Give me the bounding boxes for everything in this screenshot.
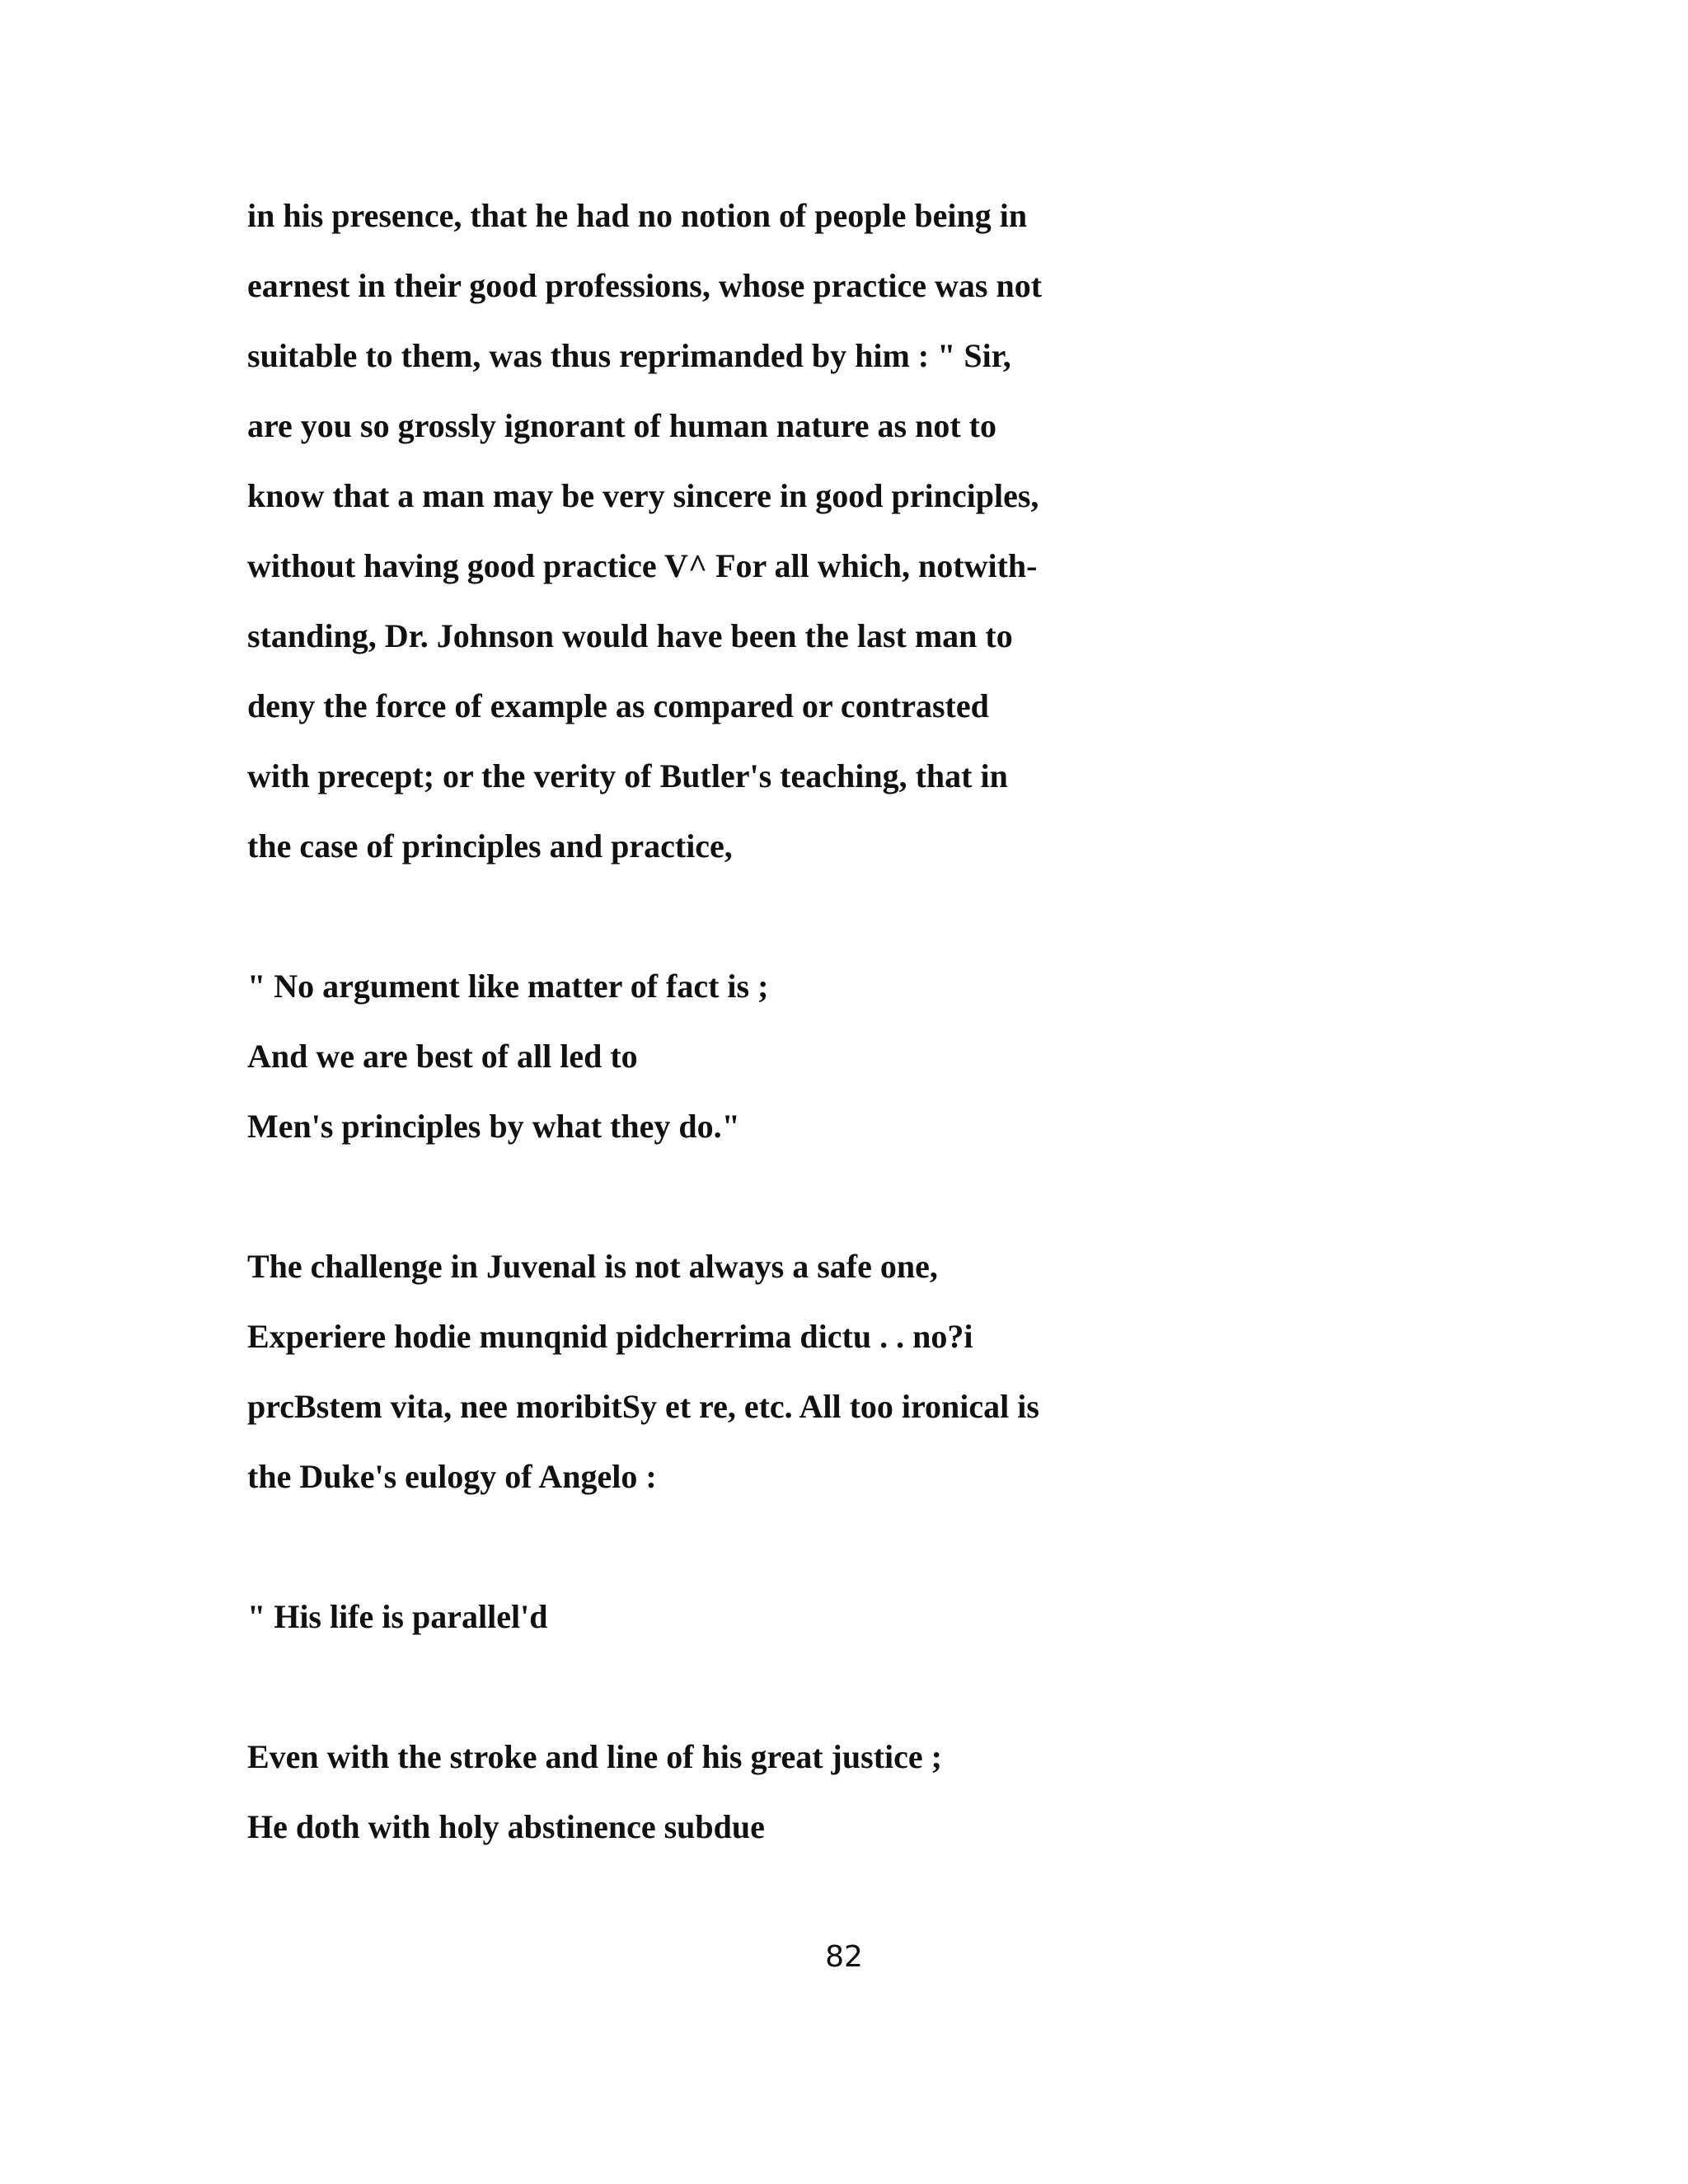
paragraph-1-line-2: earnest in their good professions, whose practice was not — [247, 267, 1043, 304]
paragraph-1-line-6: without having good practice V^ For all which, notwith- — [247, 547, 1038, 584]
paragraph-1-line-5: know that a man may be very sincere in good principles, — [247, 477, 1039, 514]
paragraph-1-line-3: suitable to them, was thus reprimanded by him : " Sir, — [247, 337, 1011, 374]
paragraph-2-line-1: The challenge in Juvenal is not always a safe one, — [247, 1248, 938, 1285]
verse-1-line-3: Men's principles by what they do." — [247, 1108, 740, 1145]
verse-3-line-1: Even with the stroke and line of his great justice ; — [247, 1738, 942, 1775]
paragraph-1-line-1: in his presence, that he had no notion of people being in — [247, 197, 1028, 234]
page-number: 82 — [825, 1940, 863, 1974]
verse-2-line-1: " His life is parallel'd — [247, 1598, 548, 1635]
paragraph-1-line-4: are you so grossly ignorant of human nature as not to — [247, 407, 996, 444]
paragraph-1-line-7: standing, Dr. Johnson would have been the last man to — [247, 617, 1013, 654]
verse-1-line-1: " No argument like matter of fact is ; — [247, 968, 769, 1005]
paragraph-2-line-2: Experiere hodie munqnid pidcherrima dictu . . no?i — [247, 1318, 973, 1355]
verse-3-line-2: He doth with holy abstinence subdue — [247, 1808, 765, 1845]
verse-1-line-2: And we are best of all led to — [247, 1038, 638, 1075]
paragraph-1-line-9: with precept; or the verity of Butler's teaching, that in — [247, 757, 1008, 794]
paragraph-1-line-8: deny the force of example as compared or contrasted — [247, 687, 989, 724]
paragraph-1-line-10: the case of principles and practice, — [247, 827, 733, 865]
paragraph-2-line-3: prcBstem vita, nee moribitSy et re, etc. All too ironical is — [247, 1388, 1039, 1425]
paragraph-2-line-4: the Duke's eulogy of Angelo : — [247, 1458, 657, 1495]
